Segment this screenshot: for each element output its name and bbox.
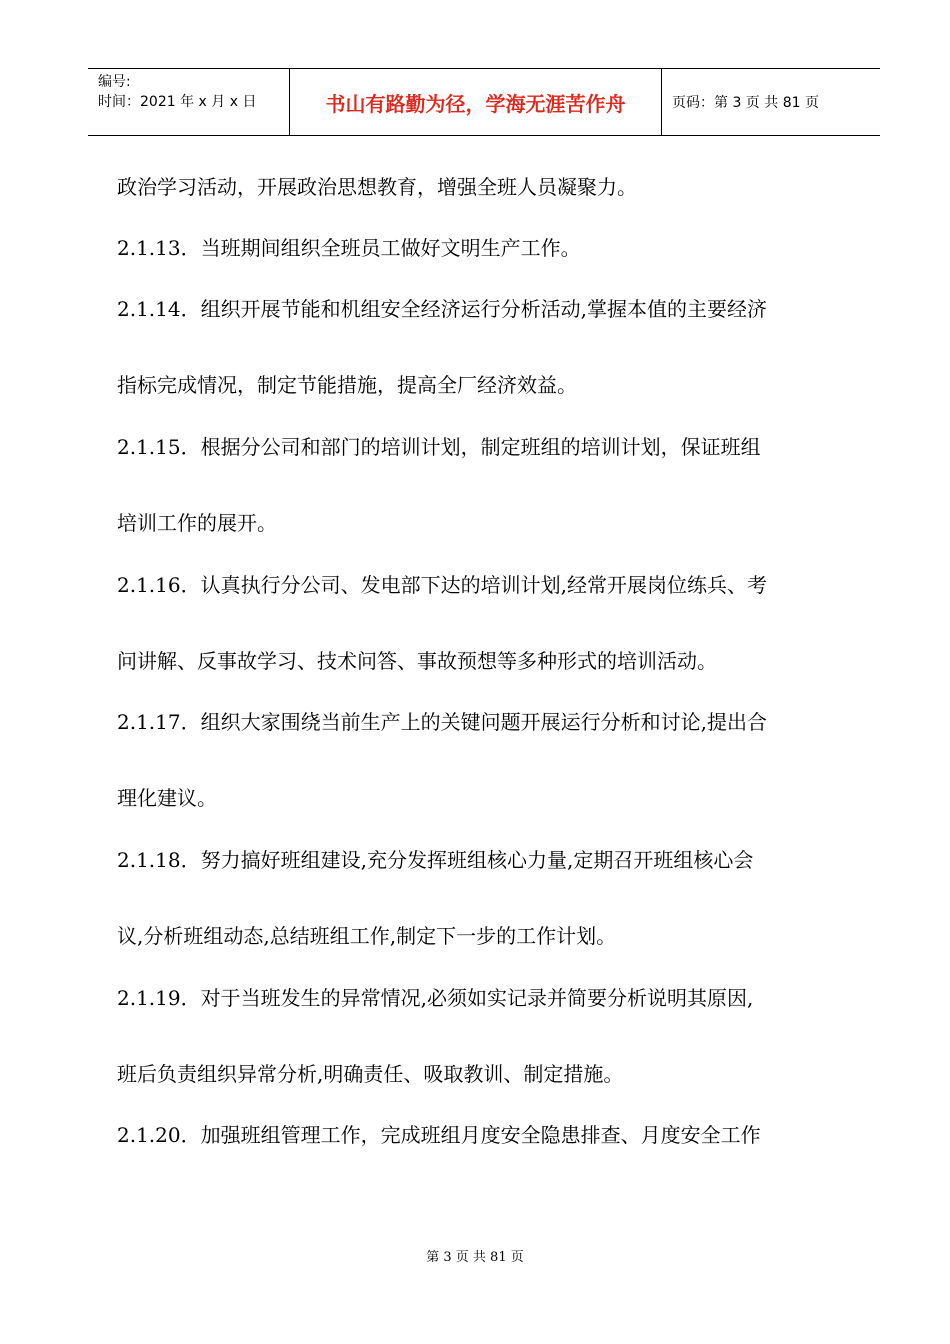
text-line: 议,分析班组动态,总结班组工作,制定下一步的工作计划。 (117, 924, 617, 948)
text-line: 2.1.16．认真执行分公司、发电部下达的培训计划,经常开展岗位练兵、考 (117, 573, 767, 597)
text-line: 班后负责组织异常分析,明确责任、吸取教训、制定措施。 (117, 1062, 624, 1086)
page-header (88, 68, 880, 136)
text-line: 2.1.20．加强班组管理工作，完成班组月度安全隐患排查、月度安全工作 (117, 1123, 761, 1147)
page-footer: 第 3 页 共 81 页 (426, 1250, 524, 1265)
text-line: 2.1.19．对于当班发生的异常情况,必须如实记录并简要分析说明其原因, (117, 986, 754, 1010)
text-line: 2.1.15．根据分公司和部门的培训计划，制定班组的培训计划，保证班组 (117, 435, 761, 459)
text-line: 指标完成情况，制定节能措施，提高全厂经济效益。 (117, 373, 577, 397)
number-label: 编号: (98, 74, 131, 90)
header-slogan-cell (290, 69, 662, 135)
text-line: 2.1.18．努力搞好班组建设,充分发挥班组核心力量,定期召开班组核心会 (117, 848, 754, 872)
header-meta (88, 69, 290, 135)
text-line: 2.1.17．组织大家围绕当前生产上的关键问题开展运行分析和讨论,提出合 (117, 710, 767, 734)
text-line: 2.1.13．当班期间组织全班员工做好文明生产工作。 (117, 236, 581, 260)
time-label: 时间：2021 年 x 月 x 日 (98, 94, 257, 110)
text-line: 政治学习活动，开展政治思想教育，增强全班人员凝聚力。 (117, 175, 637, 199)
header-page-info: 页码：第 3 页 共 81 页 (672, 95, 819, 111)
header-page-cell (662, 69, 880, 135)
text-line: 理化建议。 (117, 786, 217, 810)
text-line: 2.1.14．组织开展节能和机组安全经济运行分析活动,掌握本值的主要经济 (117, 297, 767, 321)
text-line: 问讲解、反事故学习、技术问答、事故预想等多种形式的培训活动。 (117, 649, 717, 673)
text-line: 培训工作的展开。 (117, 511, 277, 535)
header-slogan: 书山有路勤为径，学海无涯苦作舟 (325, 91, 626, 116)
